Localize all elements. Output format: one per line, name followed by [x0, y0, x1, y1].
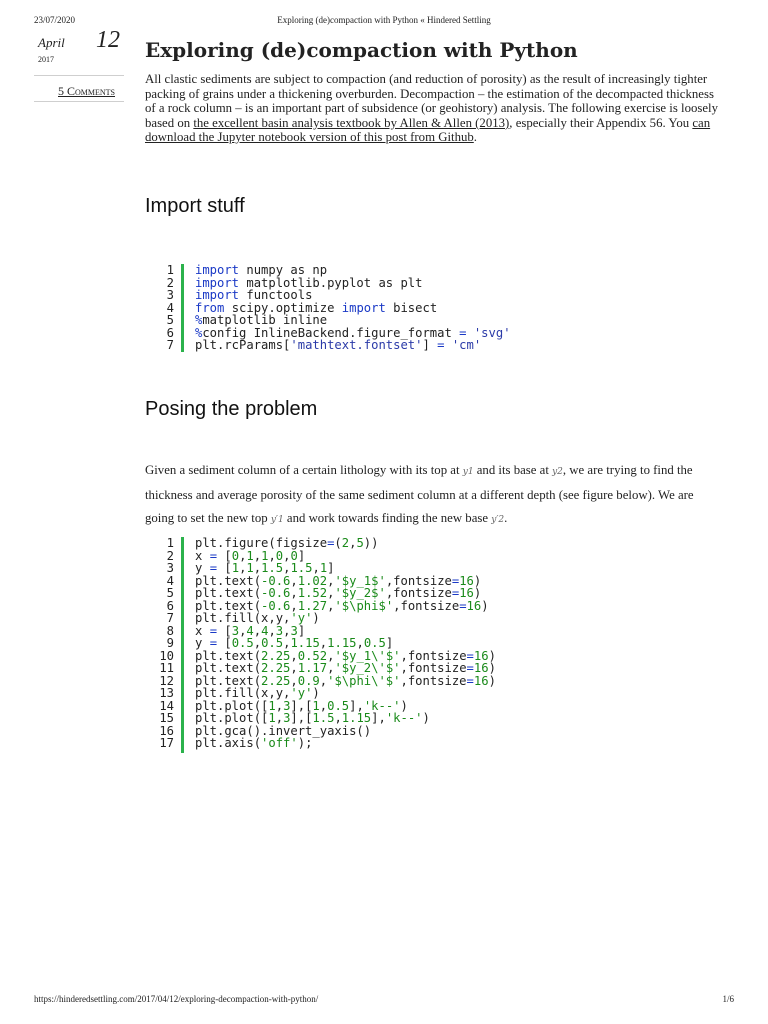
problem-text: , we are trying to find the thickness and average porosity of the same sediment column at a different depth (see figure below). We are going to set the new top	[145, 463, 694, 525]
math-y2: y2	[552, 467, 563, 477]
code-gutter-bar	[181, 264, 184, 352]
post-date-year: 2017	[38, 55, 54, 64]
textbook-link[interactable]: the excellent basin analysis textbook by Allen & Allen (2013)	[193, 115, 510, 130]
problem-paragraph	[145, 459, 723, 532]
code-gutter-bar	[181, 537, 184, 753]
line-numbers: 1 2 3 4 5 6 7 8 9 10 11 12 13 14 15 16 17	[159, 536, 174, 750]
post-date-day: 12	[96, 27, 120, 53]
intro-paragraph	[145, 72, 725, 145]
problem-text: .	[504, 511, 508, 525]
math-y2-prime: y′2	[491, 515, 505, 525]
problem-text: Given a sediment column of a certain lithology with its top at	[145, 463, 463, 477]
intro-text: , especially their Appendix 56. You	[509, 115, 693, 130]
code-block-figure	[154, 537, 714, 753]
print-url: https://hinderedsettling.com/2017/04/12/exploring-decompaction-with-python/	[34, 994, 319, 1004]
divider	[34, 75, 124, 76]
math-y1: y1	[462, 467, 474, 477]
problem-text: and work towards finding the new base	[283, 511, 492, 525]
print-title: Exploring (de)compaction with Python « Hindered Settling	[277, 15, 491, 25]
intro-text: .	[473, 130, 477, 145]
section-heading-import: Import stuff	[145, 195, 245, 217]
post-date-month: April	[38, 35, 65, 50]
print-date: 23/07/2020	[34, 15, 76, 25]
code-source: plt.figure(figsize=(2,5)) x = [0,1,1,0,0] y = [1,1,1.5,1.5,1] plt.text(-0.6,1.02,'$y_1$',fontsize=16) plt.text(-0.6,1.52,'$y_2$',fontsize=16) plt.text(-0.6,1.27,'$\phi$',fontsize=16) plt.fill(x,y,'y') x = [3,4,4,3,3] y = [0.5,0.5,1.15,1.15,0.5] plt.text(2.25,0.52,'$y_1\'$',fontsize=16) plt.text(2.25,1.17,'$y_2\'$',fontsize=16) plt.text(2.25,0.9,'$\phi\'$',fontsize=16) plt.fill(x,y,'y') plt.plot([1,3],[1,0.5],'k--') plt.plot([1,3],[1.5,1.15],'k--') plt.gca().invert_yaxis() plt.axis('off');	[195, 536, 496, 750]
comments-link[interactable]: 5 Comments	[58, 84, 116, 98]
code-block-imports	[154, 264, 714, 352]
intro-text: All clastic sediments are subject to compaction (and reduction of porosity) as the result of increasingly tighter packing of grains under a thickening overburden. Decompaction – the estimation of the decompacted thickness of a rock column – is an important part of subsidence (or geohistory) analysis. The following exercise is loosely based on	[145, 72, 718, 130]
section-heading-problem: Posing the problem	[145, 398, 318, 420]
post-title: Exploring (de)compaction with Python	[145, 38, 578, 62]
print-footer	[34, 994, 734, 1008]
print-header	[34, 15, 734, 29]
problem-text: and its base at	[473, 463, 553, 477]
line-numbers: 1 2 3 4 5 6 7	[166, 263, 174, 352]
code-source: import numpy as np import matplotlib.pyplot as plt import functools from scipy.optimize import bisect %matplotlib inline %config InlineBackend.figure_format = 'svg' plt.rcParams['mathtext.fontset'] = 'cm'	[195, 263, 511, 352]
divider	[34, 101, 124, 102]
github-link[interactable]: can download the Jupyter notebook version of this post from Github	[145, 115, 711, 145]
math-y1-prime: y′1	[270, 515, 284, 525]
print-page-number: 1/6	[722, 994, 734, 1004]
